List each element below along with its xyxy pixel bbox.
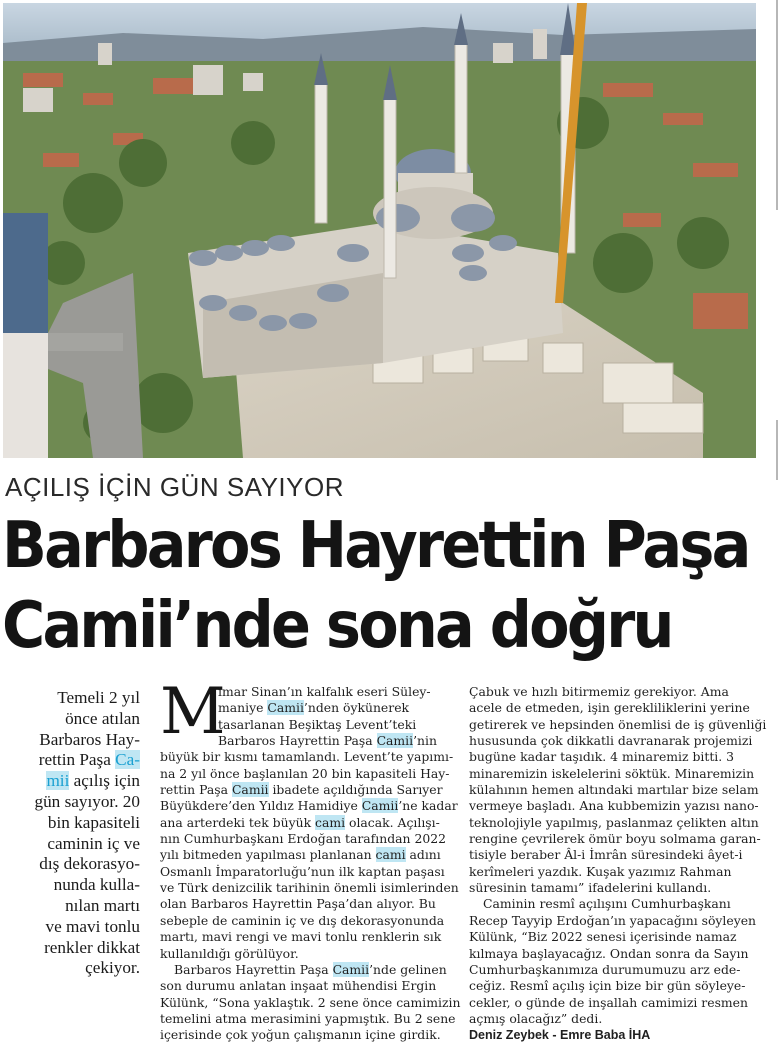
lede-line: Temeli 2 yıl xyxy=(57,688,140,707)
body-line: Çabuk ve hızlı bitirmemiz gerekiyor. Ama xyxy=(469,684,729,699)
body-text: ’ne kadar xyxy=(398,798,458,814)
body-line: Külünk, “Sona yaklaştık. 2 sene önce camimizin xyxy=(160,994,461,1010)
body-text: Büyükdere’den Yıldız Hamidiye xyxy=(160,798,362,814)
body-line xyxy=(160,815,462,831)
body-line: kerîmeleri yazdık. Kuşak yazımız Rahman xyxy=(469,863,732,879)
lede-line: nılan martı xyxy=(65,895,140,915)
body-column-2 xyxy=(469,684,767,1044)
body-text: yılı bitmeden yapılması planlanan xyxy=(160,847,376,863)
body-text: ana arterdeki tek büyük xyxy=(160,814,316,830)
body-line: minaremizin iskelelerini söktük. Minaremizin xyxy=(469,765,755,781)
body-text: adını xyxy=(405,847,441,863)
keyword-highlight: Ca- xyxy=(115,750,140,770)
body-text: ’nin xyxy=(413,733,437,749)
keyword-highlight: Camii xyxy=(361,798,399,814)
page-edge-line xyxy=(776,0,778,210)
body-line: getirerek ve hepsinden önemlisi de iş güvenliği xyxy=(469,716,767,732)
page-edge-line xyxy=(776,420,778,480)
body-line: teknolojiyle yapılmış, paslanmaz çelikten altın xyxy=(469,814,759,830)
body-line xyxy=(160,847,462,863)
body-line xyxy=(160,798,462,814)
body-line: na 2 yıl önce başlanılan 20 bin kapasiteli Hay- xyxy=(160,765,450,781)
article-headline xyxy=(2,506,749,666)
body-line: açmış olacağız” dedi. xyxy=(469,1010,603,1026)
body-text: ’nden öykünerek xyxy=(303,700,410,716)
page-edge xyxy=(770,0,780,1045)
body-line: kılmaya başlayacağız. Ondan sonra da Sayın xyxy=(469,945,749,961)
body-line: büyük bir kısmı tamamlandı. Levent’te yapımı- xyxy=(160,749,454,765)
body-text: Barbaros Hayrettin Paşa xyxy=(218,733,377,749)
body-line: martı, mavi rengi ve mavi tonlu renklerin sık xyxy=(160,929,442,945)
body-line: acele de etmeden, işin gerekliliklerini yerine xyxy=(469,700,750,716)
headline-line: Barbaros Hayrettin Paşa xyxy=(2,509,749,583)
lede-text: açılış için xyxy=(69,771,140,791)
keyword-highlight: Camii xyxy=(376,733,414,749)
article-lede xyxy=(22,688,140,979)
body-line: içerisinde çok yoğun çalışmanın içine girdik. xyxy=(160,1027,441,1043)
keyword-highlight: mii xyxy=(46,771,70,791)
body-line: külahının hemen altındaki martılar bize selam xyxy=(469,782,759,798)
body-text: maniye xyxy=(218,700,268,716)
body-text: ibadete açıldığında Sarıyer xyxy=(268,782,443,798)
body-column-1 xyxy=(160,675,462,1044)
body-line: Caminin resmî açılışını Cumhurbaşkanı xyxy=(483,896,731,912)
body-line: olan Barbaros Hayrettin Paşa’dan alıyor. Bu xyxy=(160,896,436,912)
keyword-highlight: cami xyxy=(315,814,346,830)
body-line: ceğiz. Resmî açılış için bize bir gün söyleye- xyxy=(469,978,746,994)
keyword-highlight: Camii xyxy=(231,782,269,798)
body-line: hususunda çok dikkatli davranarak projemizi xyxy=(469,733,753,749)
body-line: cekler, o günde de inşallah camimizi resmen xyxy=(469,994,748,1010)
mosque-aerial-illustration xyxy=(3,3,756,458)
body-line: Cumhurbaşkanımıza durumumuzu arz ede- xyxy=(469,961,741,977)
body-line: tisiyle beraber Âl-i İmrân süresindeki âyet-i xyxy=(469,847,743,863)
lede-line: bin kapasiteli xyxy=(47,812,140,832)
body-line: Recep Tayyip Erdoğan’ın yapacağını söyleyen xyxy=(469,912,757,928)
body-line: rengine çevrilerek ömür boyu solmama garan- xyxy=(469,831,761,847)
body-line: temelini atma merasimini yapmıştık. Bu 2 sene xyxy=(160,1010,456,1026)
article-photo xyxy=(3,3,756,458)
lede-text: rettin Paşa xyxy=(38,750,116,770)
lede-line: ve mavi tonlu xyxy=(45,916,140,936)
body-line xyxy=(160,733,462,749)
lede-line xyxy=(22,750,140,771)
body-line: Külünk, “Biz 2022 senesi içerisinde namaz xyxy=(469,929,737,945)
body-line: kullanıldığı görülüyor. xyxy=(160,945,299,961)
body-text: olacak. Açılışı- xyxy=(345,814,440,830)
lede-line: nunda kulla- xyxy=(53,875,140,895)
body-line: bugüne kadar taşıdık. 4 minaremiz bitti. 3 xyxy=(469,749,735,765)
lede-line: dış dekorasyo- xyxy=(39,854,140,874)
body-line: Osmanlı İmparatorluğu’nun ilk kaptan paşası xyxy=(160,863,445,879)
body-line: ve Türk denizcilik tarihinin önemli isimlerinden xyxy=(160,880,459,896)
lede-line: önce atılan xyxy=(65,708,140,728)
body-line: süresinin tamamı” ifadelerini kullandı. xyxy=(469,880,712,896)
body-line: son durumu anlatan inşaat mühendisi Ergin xyxy=(160,978,437,994)
body-text: rettin Paşa xyxy=(160,782,232,798)
body-text: ’nde gelinen xyxy=(369,961,447,977)
keyword-highlight: Camii xyxy=(332,961,370,977)
lede-line: renkler dikkat xyxy=(44,937,140,957)
keyword-highlight: cami xyxy=(375,847,406,863)
body-line: tasarlanan Beşiktaş Levent’teki xyxy=(218,716,417,732)
body-line xyxy=(160,962,462,978)
lede-line xyxy=(22,771,140,792)
lede-line: gün sayıyor. 20 xyxy=(34,791,140,811)
lede-line: Barbaros Hay- xyxy=(39,729,140,749)
body-line: sebeple de caminin iç ve dış dekorasyonunda xyxy=(160,912,445,928)
body-line: imar Sinan’ın kalfalık eseri Süley- xyxy=(218,684,431,699)
drop-cap: M xyxy=(160,675,226,749)
lede-line: çekiyor. xyxy=(85,958,140,978)
body-line xyxy=(160,700,462,716)
body-line xyxy=(160,782,462,798)
lede-line: caminin iç ve xyxy=(47,833,140,853)
article-kicker: AÇILIŞ İÇİN GÜN SAYIYOR xyxy=(5,472,344,502)
body-line: nın Cumhurbaşkanı Erdoğan tarafından 2022 xyxy=(160,831,446,847)
keyword-highlight: Camii xyxy=(267,700,304,716)
headline-line: Camii’nde sona doğru xyxy=(2,589,672,663)
article-byline: Deniz Zeybek - Emre Baba İHA xyxy=(469,1028,651,1043)
body-text: Barbaros Hayrettin Paşa xyxy=(174,961,333,977)
body-line: vermeye başladı. Ana kubbemizin yazısı nano- xyxy=(469,798,759,814)
